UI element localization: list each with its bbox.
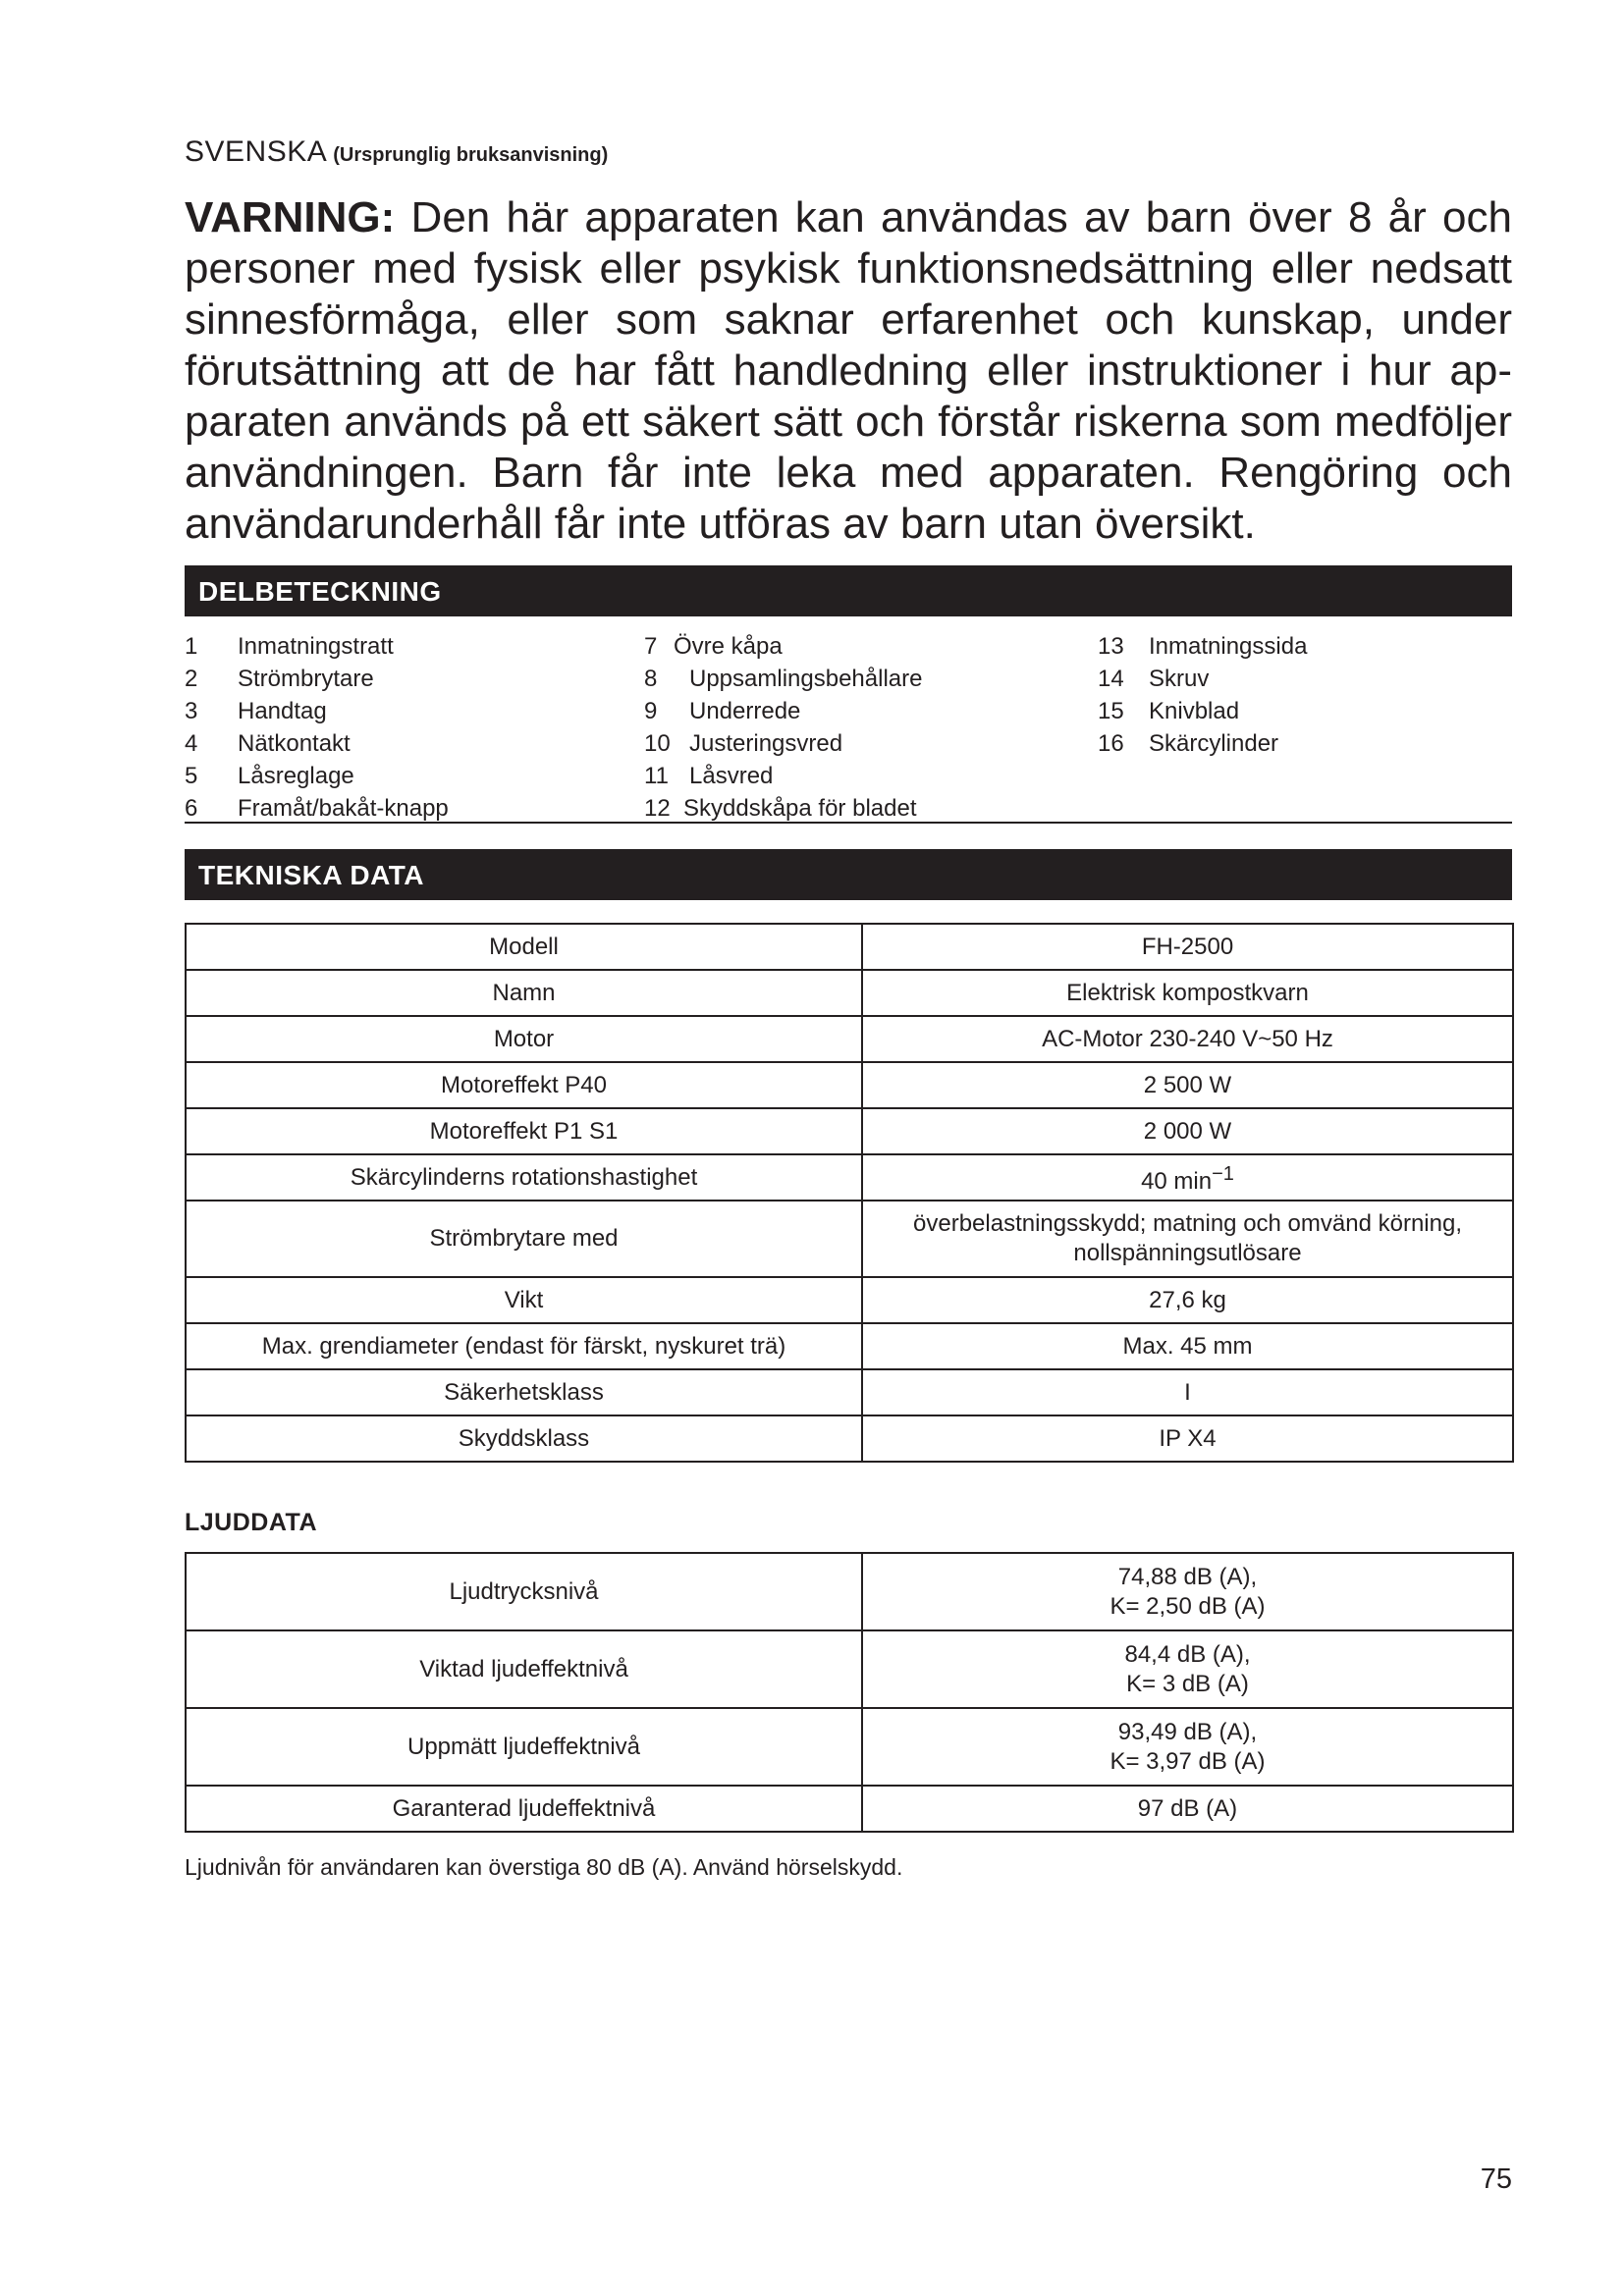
sound-value	[862, 1708, 1513, 1786]
table-row	[186, 1201, 1513, 1277]
part-item	[185, 729, 449, 759]
hearing-protection-note: Ljudnivån för användaren kan överstiga 80 dB (A). Använd hörselskydd.	[185, 1854, 903, 1880]
sound-value-uncertainty: K= 2,50 dB (A)	[1110, 1592, 1266, 1620]
tech-label: Max. grendiameter (endast för färskt, nyskuret trä)	[186, 1323, 862, 1369]
part-item	[644, 729, 922, 759]
tech-data-table	[185, 923, 1514, 1463]
part-label: Framåt/bakåt-knapp	[238, 795, 449, 822]
warning-label: VARNING:	[185, 193, 396, 241]
table-row	[186, 1062, 1513, 1108]
tech-label: Skärcylinderns rotationshastighet	[186, 1154, 862, 1201]
part-number: 14	[1098, 666, 1124, 692]
part-number: 5	[185, 763, 198, 789]
part-item	[1098, 632, 1307, 662]
tech-value: AC-Motor 230-240 V~50 Hz	[862, 1016, 1513, 1062]
part-item	[185, 665, 449, 694]
part-label: Justeringsvred	[689, 730, 843, 757]
language-heading	[185, 135, 608, 169]
sound-value	[862, 1630, 1513, 1708]
sound-data-table	[185, 1552, 1514, 1833]
part-label: Inmatningstratt	[238, 633, 394, 660]
tech-label: Vikt	[186, 1277, 862, 1323]
part-label: Låsvred	[689, 763, 774, 789]
part-item	[644, 665, 922, 694]
parts-column-1	[185, 632, 449, 827]
table-row	[186, 1415, 1513, 1462]
part-item	[185, 632, 449, 662]
table-row	[186, 1786, 1513, 1832]
tech-label: Namn	[186, 970, 862, 1016]
tech-value: 27,6 kg	[862, 1277, 1513, 1323]
sound-value-uncertainty: K= 3,97 dB (A)	[1110, 1747, 1266, 1775]
tech-label: Motoreffekt P40	[186, 1062, 862, 1108]
tech-value: I	[862, 1369, 1513, 1415]
parts-column-3	[1098, 632, 1307, 762]
sound-value-level: 93,49 dB (A),	[1117, 1718, 1258, 1745]
part-item	[185, 697, 449, 726]
page-number: 75	[1480, 2163, 1512, 2195]
tech-label: Motoreffekt P1 S1	[186, 1108, 862, 1154]
part-item	[185, 794, 449, 824]
parts-column-2	[644, 632, 922, 827]
part-label: Strömbrytare	[238, 666, 374, 692]
table-row	[186, 1323, 1513, 1369]
part-item	[644, 762, 922, 791]
tech-section-title: TEKNISKA DATA	[185, 849, 1512, 900]
warning-paragraph	[185, 192, 1512, 550]
tech-value: Max. 45 mm	[862, 1323, 1513, 1369]
table-row	[186, 1630, 1513, 1708]
part-number: 12	[644, 795, 671, 822]
part-label: Nätkontakt	[238, 730, 351, 757]
tech-value-text: 40 min	[1141, 1167, 1213, 1195]
sound-value-level: 84,4 dB (A),	[1124, 1640, 1251, 1668]
parts-section-title: DELBETECKNING	[185, 565, 1512, 616]
part-item	[644, 632, 922, 662]
sound-value-level: 74,88 dB (A),	[1117, 1563, 1258, 1590]
part-label: Låsreglage	[238, 763, 354, 789]
tech-value: FH-2500	[862, 924, 1513, 970]
table-row	[186, 1708, 1513, 1786]
part-item	[185, 762, 449, 791]
language-name: SVENSKA	[185, 135, 328, 168]
language-subtitle: (Ursprunglig bruksanvisning)	[333, 144, 609, 166]
part-number: 3	[185, 698, 198, 724]
tech-value: 2 000 W	[862, 1108, 1513, 1154]
tech-label: Motor	[186, 1016, 862, 1062]
part-label: Inmatningssida	[1149, 633, 1308, 660]
sound-value-uncertainty: K= 3 dB (A)	[1126, 1670, 1249, 1697]
table-row	[186, 1277, 1513, 1323]
part-number: 16	[1098, 730, 1124, 757]
part-number: 7	[644, 633, 658, 660]
tech-value	[862, 1154, 1513, 1201]
table-row	[186, 1553, 1513, 1630]
sound-label: Ljudtrycksnivå	[186, 1553, 862, 1630]
table-row	[186, 1016, 1513, 1062]
part-item	[644, 697, 922, 726]
tech-label: Säkerhetsklass	[186, 1369, 862, 1415]
warning-text: Den här apparaten kan användas av barn över 8 år och personer med fysisk eller psykisk funktionsnedsättning eller nedsatt sinnesförmåga, eller som saknar erfarenhet och kunskap, under förutsättning att de har fått handledning eller instruktioner i hur apparaten används på ett säkert sätt och förstår riskerna som medföljer användningen. Barn får inte leka med apparaten. Rengöring och användarunderhåll får inte utföras av barn utan översikt.	[185, 193, 1512, 548]
part-label: Knivblad	[1149, 698, 1240, 724]
table-row	[186, 1108, 1513, 1154]
tech-value-exponent: −1	[1212, 1162, 1234, 1185]
part-label: Övre kåpa	[674, 633, 783, 660]
part-item	[1098, 729, 1307, 759]
part-label: Underrede	[689, 698, 801, 724]
parts-list	[185, 632, 1512, 822]
part-label: Handtag	[238, 698, 327, 724]
tech-value: 2 500 W	[862, 1062, 1513, 1108]
sound-value	[862, 1553, 1513, 1630]
part-number: 8	[644, 666, 658, 692]
part-label: Skärcylinder	[1149, 730, 1279, 757]
part-label: Uppsamlingsbehållare	[689, 666, 923, 692]
tech-value: Elektrisk kompostkvarn	[862, 970, 1513, 1016]
sound-section-title: LJUDDATA	[185, 1509, 318, 1536]
tech-value: IP X4	[862, 1415, 1513, 1462]
part-label: Skruv	[1149, 666, 1210, 692]
part-item	[644, 794, 922, 824]
tech-label: Skyddsklass	[186, 1415, 862, 1462]
parts-divider	[185, 822, 1512, 824]
part-number: 4	[185, 730, 198, 757]
table-row	[186, 970, 1513, 1016]
tech-label: Modell	[186, 924, 862, 970]
part-number: 15	[1098, 698, 1124, 724]
sound-label: Garanterad ljudeffektnivå	[186, 1786, 862, 1832]
table-row	[186, 1154, 1513, 1201]
table-row	[186, 1369, 1513, 1415]
part-number: 2	[185, 666, 198, 692]
sound-label: Uppmätt ljudeffektnivå	[186, 1708, 862, 1786]
part-number: 6	[185, 795, 198, 822]
tech-value: överbelastningsskydd; matning och omvänd körning, nollspänningsutlösare	[862, 1201, 1513, 1277]
sound-value: 97 dB (A)	[862, 1786, 1513, 1832]
part-item	[1098, 697, 1307, 726]
part-number: 11	[644, 763, 669, 789]
part-label: Skyddskåpa för bladet	[683, 795, 917, 822]
tech-label: Strömbrytare med	[186, 1201, 862, 1277]
table-row	[186, 924, 1513, 970]
part-number: 9	[644, 698, 658, 724]
part-item	[1098, 665, 1307, 694]
part-number: 10	[644, 730, 671, 757]
part-number: 13	[1098, 633, 1124, 660]
part-number: 1	[185, 633, 198, 660]
sound-label: Viktad ljudeffektnivå	[186, 1630, 862, 1708]
